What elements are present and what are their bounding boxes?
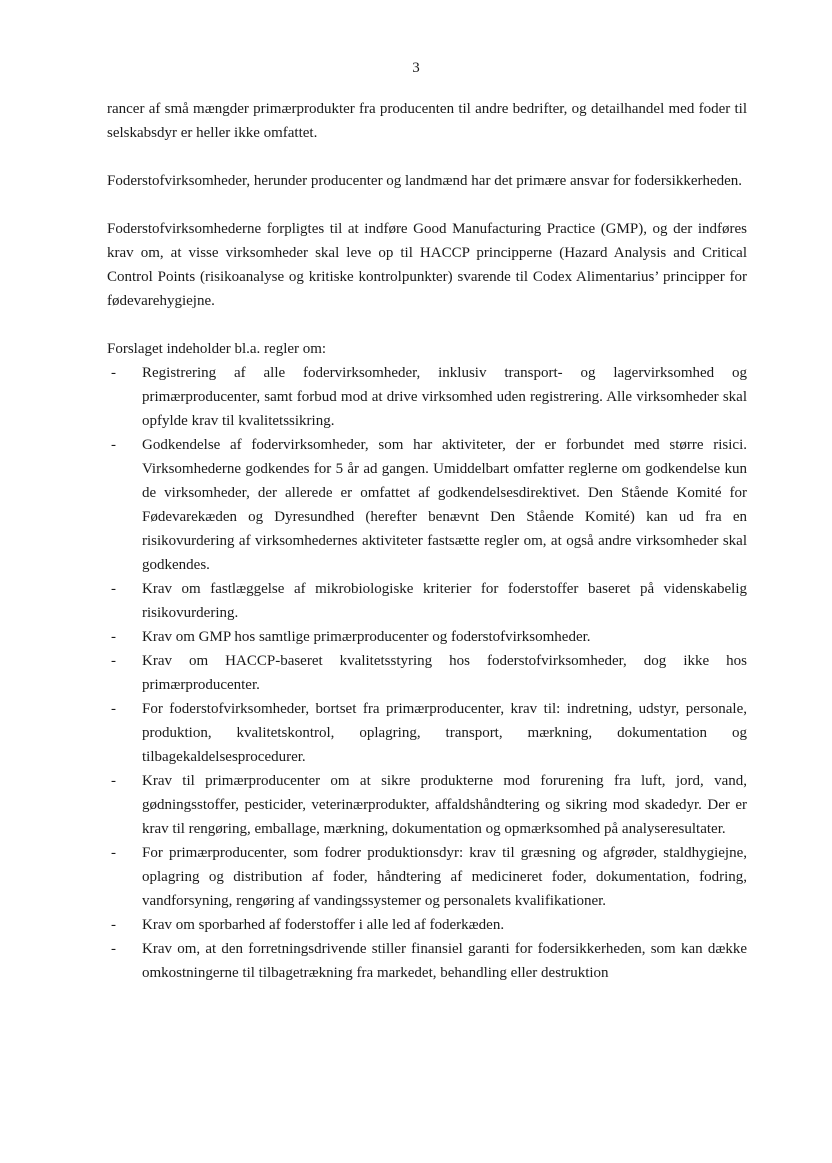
dash-bullet: - [111, 437, 116, 453]
list-item [107, 937, 747, 985]
list-item [107, 649, 747, 697]
list-item [107, 913, 747, 937]
list-item-text: Krav om HACCP-baseret kvalitetsstyring hos foderstofvirksomheder, dog ikke hos primærproducenter. [142, 653, 747, 693]
rules-list [107, 361, 747, 985]
paragraph: rancer af små mængder primærprodukter fra producenten til andre bedrifter, og detailhandel med foder til selskabsdyr er heller ikke omfattet. [107, 101, 747, 141]
list-item [107, 577, 747, 625]
page-number: 3 [412, 60, 420, 76]
list-item [107, 841, 747, 913]
dash-bullet: - [111, 365, 116, 381]
dash-bullet: - [111, 581, 116, 597]
paragraph: Foderstofvirksomheder, herunder producenter og landmænd har det primære ansvar for fodersikkerheden. [107, 173, 743, 189]
paragraph: Foderstofvirksomhederne forpligtes til at indføre Good Manufacturing Practice (GMP), og der indføres krav om, at visse virksomheder skal leve op til HACCP principperne (Hazard Analysis and Critical Control Points (risikoanalyse og kritiske kontrolpunkter) svarende til Codex Alimentarius’ principper for fødevarehygiejne. [107, 221, 747, 309]
list-item [107, 625, 747, 649]
list-item-text: For foderstofvirksomheder, bortset fra primærproducenter, krav til: indretning, udstyr, personale, produktion, kvalitetskontrol, oplagring, transport, mærkning, dokumentation og tilbagekaldelsesprocedurer. [142, 701, 747, 765]
list-item-text: Krav om fastlæggelse af mikrobiologiske kriterier for foderstoffer baseret på videnskabelig risikovurdering. [142, 581, 747, 621]
list-item-text: Krav til primærproducenter om at sikre produkterne mod forurening fra luft, jord, vand, gødningsstoffer, pesticider, veterinærprodukter, affaldshåndtering og sikring mod skadedyr. Der er krav til rengøring, emballage, mærkning, dokumentation og opmærksomhed på analyseresultater. [142, 773, 747, 837]
dash-bullet: - [111, 845, 116, 861]
list-intro: Forslaget indeholder bl.a. regler om: [107, 341, 327, 357]
list-item-text: Krav om, at den forretningsdrivende stiller finansiel garanti for fodersikkerheden, som kan dække omkostningerne til tilbagetrækning fra markedet, behandling eller destruktion [142, 941, 747, 981]
list-item-text: Krav om sporbarhed af foderstoffer i alle led af foderkæden. [142, 917, 505, 933]
list-item [107, 361, 747, 433]
dash-bullet: - [111, 629, 116, 645]
list-item-text: Registrering af alle fodervirksomheder, inklusiv transport- og lagervirksomhed og primærproducenter, samt forbud mod at drive virksomhed uden registrering. Alle virksomheder skal opfylde krav til kvalitetssikring. [142, 365, 747, 429]
list-item-text: Godkendelse af fodervirksomheder, som har aktiviteter, der er forbundet med større risici. Virksomhederne godkendes for 5 år ad gangen. Umiddelbart omfatter reglerne om godkendelse kun de virksomheder, der allerede er omfattet af godkendelsesdirektivet. Den Stående Komité for Fødevarekæden og Dyresundhed (herefter benævnt Den Stående Komité) kan ud fra en risikovurdering af virksomhedernes aktiviteter fastsætte regler om, at også andre virksomheder skal godkendes. [142, 437, 747, 573]
document-body [107, 97, 747, 985]
list-item-text: For primærproducenter, som fodrer produktionsdyr: krav til græsning og afgrøder, staldhygiejne, oplagring og distribution af foder, håndtering af medicineret foder, dokumentation, fodring, vandforsyning, rengøring af vandingssystemer og personalets kvalifikationer. [142, 845, 747, 909]
dash-bullet: - [111, 917, 116, 933]
dash-bullet: - [111, 941, 116, 957]
dash-bullet: - [111, 701, 116, 717]
list-item [107, 697, 747, 769]
list-item [107, 433, 747, 577]
dash-bullet: - [111, 653, 116, 669]
list-item [107, 769, 747, 841]
dash-bullet: - [111, 773, 116, 789]
list-item-text: Krav om GMP hos samtlige primærproducenter og foderstofvirksomheder. [142, 629, 591, 645]
